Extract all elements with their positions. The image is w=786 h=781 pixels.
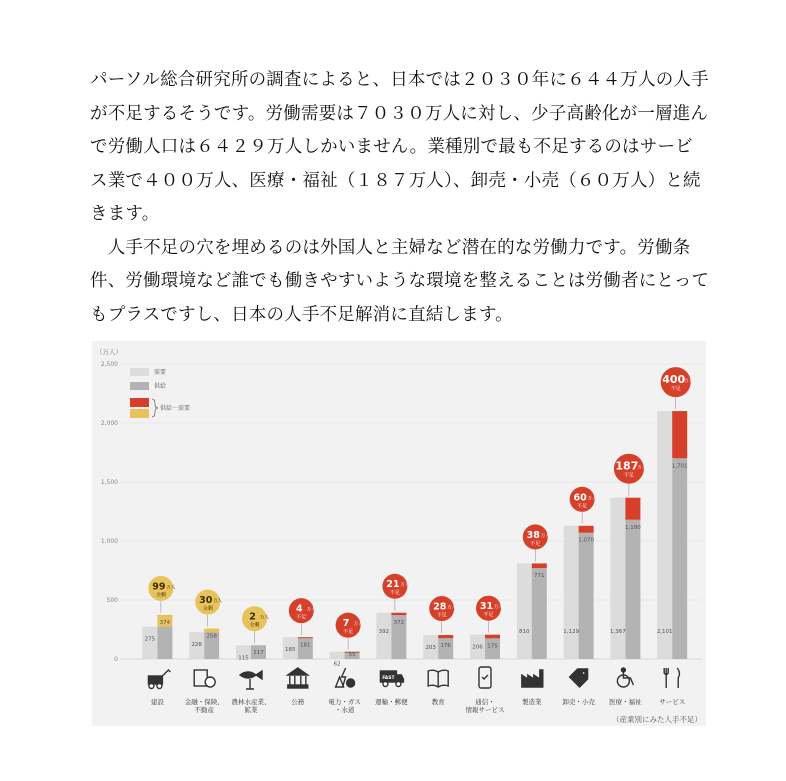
article-text <box>90 64 710 332</box>
badge-number: 4 <box>295 603 303 615</box>
legend-brace <box>152 399 158 417</box>
x-category-label: 金融・保険、 <box>184 698 224 706</box>
badge-kind: 余剰 <box>202 606 213 613</box>
badge-unit: 万人 <box>166 585 176 591</box>
wheelchair-icon <box>617 668 633 687</box>
x-category-label: 公務 <box>291 698 305 706</box>
badge-number: 60 <box>573 492 587 504</box>
x-category-label: 鉱業 <box>244 706 258 714</box>
x-category-label: 不動産 <box>194 706 214 714</box>
x-category-label: 農林水産業、 <box>231 698 271 706</box>
demand-value-label: 228 <box>191 642 202 649</box>
y-tick-label: 500 <box>106 597 118 604</box>
badge-kind: 余剰 <box>249 622 260 629</box>
badge-unit: 万人 <box>213 599 223 605</box>
demand-value-label: 2,101 <box>656 629 673 635</box>
bar-shortage <box>625 498 640 520</box>
supply-value-label: 1,070 <box>578 537 594 544</box>
legend <box>130 368 190 418</box>
badge-number: 30 <box>199 595 213 607</box>
badge-kind: 不足 <box>623 472 634 479</box>
badge-unit: 万人 <box>400 583 410 589</box>
paragraph-2: 人手不足の穴を埋めるのは外国人と主婦など潜在的な労働力です。労働条件、労働環境など誰でも働きやすいような環境を整えることは労働者にとってもプラスですし、日本の人手不足解消に直結します。 <box>90 237 710 325</box>
x-category-label: 電力・ガス <box>328 698 361 706</box>
demand-value-label: 392 <box>378 629 390 635</box>
bar-demand <box>376 613 391 659</box>
y-tick-label: 2,000 <box>100 420 118 427</box>
badge-kind: 不足 <box>436 612 447 619</box>
badge-unit: 万人 <box>494 605 503 611</box>
legend-swatch-demand <box>130 368 149 376</box>
demand-value-label: 203 <box>425 645 436 652</box>
bar-supply <box>157 627 172 659</box>
bar-supply <box>625 520 640 659</box>
x-category-label: 製造業 <box>522 698 542 706</box>
bar-shortage <box>672 411 687 458</box>
y-tick-label: 2,500 <box>100 361 118 368</box>
bar-shortage <box>579 526 594 533</box>
legend-label-demand: 需要 <box>154 369 167 376</box>
demand-value-label: 810 <box>519 629 530 635</box>
x-category-label: 卸売・小売 <box>562 698 595 706</box>
utility-icon <box>336 668 355 687</box>
cutlery-icon <box>664 668 679 688</box>
paragraph-1: パーソル総合研究所の調査によると、日本では２０３０年に６４４万人の人手が不足するそうです。労働需要は７０３０万人に対し、少子高齢化が一層進んで労働人口は６４２９万人しかいません。業種別で最も不足するのはサービス業で４００万人、医療・福祉（１８７万人）、卸売・小売（６０万人）と続きます。 <box>90 70 709 224</box>
badge-kind: 不足 <box>483 612 494 619</box>
demand-value-label: 1,129 <box>563 629 579 635</box>
x-category-label: 運輸・郵便 <box>375 698 408 706</box>
badge-unit: 万人 <box>306 607 316 613</box>
truck-icon <box>380 671 403 687</box>
legend-label-diff: 供給－需要 <box>160 405 191 412</box>
legend-label-supply: 供給 <box>154 383 167 390</box>
badge-unit: 万人 <box>587 496 597 502</box>
legend-swatch-surplus <box>130 409 149 418</box>
badge-unit: 万人 <box>540 533 550 539</box>
badge-kind: 余剰 <box>155 592 166 599</box>
factory-icon <box>522 670 543 687</box>
bars <box>142 411 687 668</box>
supply-value-label: 372 <box>393 620 405 627</box>
badge-number: 187 <box>615 459 639 473</box>
bar-demand <box>657 411 672 659</box>
construction-vehicle-icon <box>148 670 170 689</box>
badge-number: 21 <box>386 579 400 591</box>
bar-supply <box>672 458 687 659</box>
supply-value-label: 771 <box>534 573 545 580</box>
x-category-label: 通信・ <box>475 698 495 706</box>
supply-value-label: 1,701 <box>671 463 688 470</box>
supply-value-label: 117 <box>253 650 264 657</box>
bar-shortage <box>438 635 453 638</box>
badge-number: 7 <box>342 618 350 630</box>
supply-value-label: 1,180 <box>625 524 641 531</box>
x-category-label: サービス <box>659 698 686 706</box>
fish-icon <box>240 671 262 689</box>
y-tick-label: 1,000 <box>100 538 118 545</box>
y-tick-label: 0 <box>114 656 118 663</box>
badge-number: 28 <box>433 601 447 613</box>
demand-value-label: 185 <box>285 647 296 654</box>
supply-value-label: 181 <box>300 642 311 649</box>
demand-value-label: 1,367 <box>610 629 626 635</box>
supply-value-label: 374 <box>159 619 171 626</box>
bar-demand <box>330 652 345 659</box>
bar-surplus <box>204 629 219 633</box>
badge-kind: 不足 <box>343 629 354 636</box>
badge-number: 2 <box>249 611 256 623</box>
badge-number: 400 <box>662 373 686 387</box>
finance-icon <box>194 670 215 687</box>
y-unit-label: （万人） <box>96 348 122 356</box>
industry-icons <box>148 667 679 689</box>
book-icon <box>428 670 448 687</box>
demand-value-label: 62 <box>333 661 341 668</box>
badge-number: 31 <box>479 601 494 613</box>
badge-unit: 万人 <box>260 615 269 621</box>
x-category-label: 情報サービス <box>465 706 505 714</box>
supply-value-label: 175 <box>487 643 498 650</box>
demand-value-label: 275 <box>144 636 156 643</box>
price-tag-icon <box>570 669 588 687</box>
labor-shortage-chart <box>92 341 706 726</box>
x-category-label: 教育 <box>431 698 445 706</box>
legend-swatch-shortage <box>130 398 149 407</box>
demand-value-label: 115 <box>238 655 249 662</box>
chart-caption: （産業別にみた人手不足） <box>612 715 702 724</box>
y-tick-label: 1,500 <box>100 479 118 486</box>
badge-kind: 不足 <box>577 503 588 510</box>
bar-shortage <box>532 563 547 568</box>
x-category-label: 医療・福祉 <box>609 698 642 706</box>
bar-demand <box>564 526 579 659</box>
badge-number: 38 <box>526 529 540 541</box>
badge-kind: 不足 <box>389 590 400 597</box>
badge-unit: 万人 <box>447 605 457 611</box>
badge-kind: 不足 <box>296 614 307 621</box>
bar-supply <box>579 533 594 659</box>
supply-value-label: 55 <box>348 652 356 658</box>
badge-kind: 不足 <box>530 540 541 547</box>
supply-value-label: 176 <box>440 643 451 650</box>
x-axis-labels <box>151 697 685 714</box>
bar-supply <box>532 568 547 659</box>
legend-swatch-supply <box>130 382 149 390</box>
chart-canvas <box>92 341 706 726</box>
truck-icon-text: FAST <box>382 676 395 681</box>
bar-demand <box>142 627 157 659</box>
bar-shortage <box>485 635 500 639</box>
badge-unit: 万人 <box>684 379 694 385</box>
badge-kind: 不足 <box>670 386 681 393</box>
badge-unit: 万人 <box>637 465 647 471</box>
government-building-icon <box>288 668 308 688</box>
badge-unit: 万人 <box>353 622 363 628</box>
smartphone-icon <box>479 667 491 688</box>
bar-shortage <box>391 613 406 615</box>
bar-demand <box>517 563 532 659</box>
supply-value-label: 258 <box>206 633 217 640</box>
x-category-label: 建設 <box>150 698 164 706</box>
badge-number: 99 <box>152 581 166 593</box>
bar-shortage <box>298 637 313 638</box>
x-category-label: ・水道 <box>334 706 355 714</box>
demand-value-label: 206 <box>472 644 483 651</box>
y-axis <box>101 361 118 663</box>
